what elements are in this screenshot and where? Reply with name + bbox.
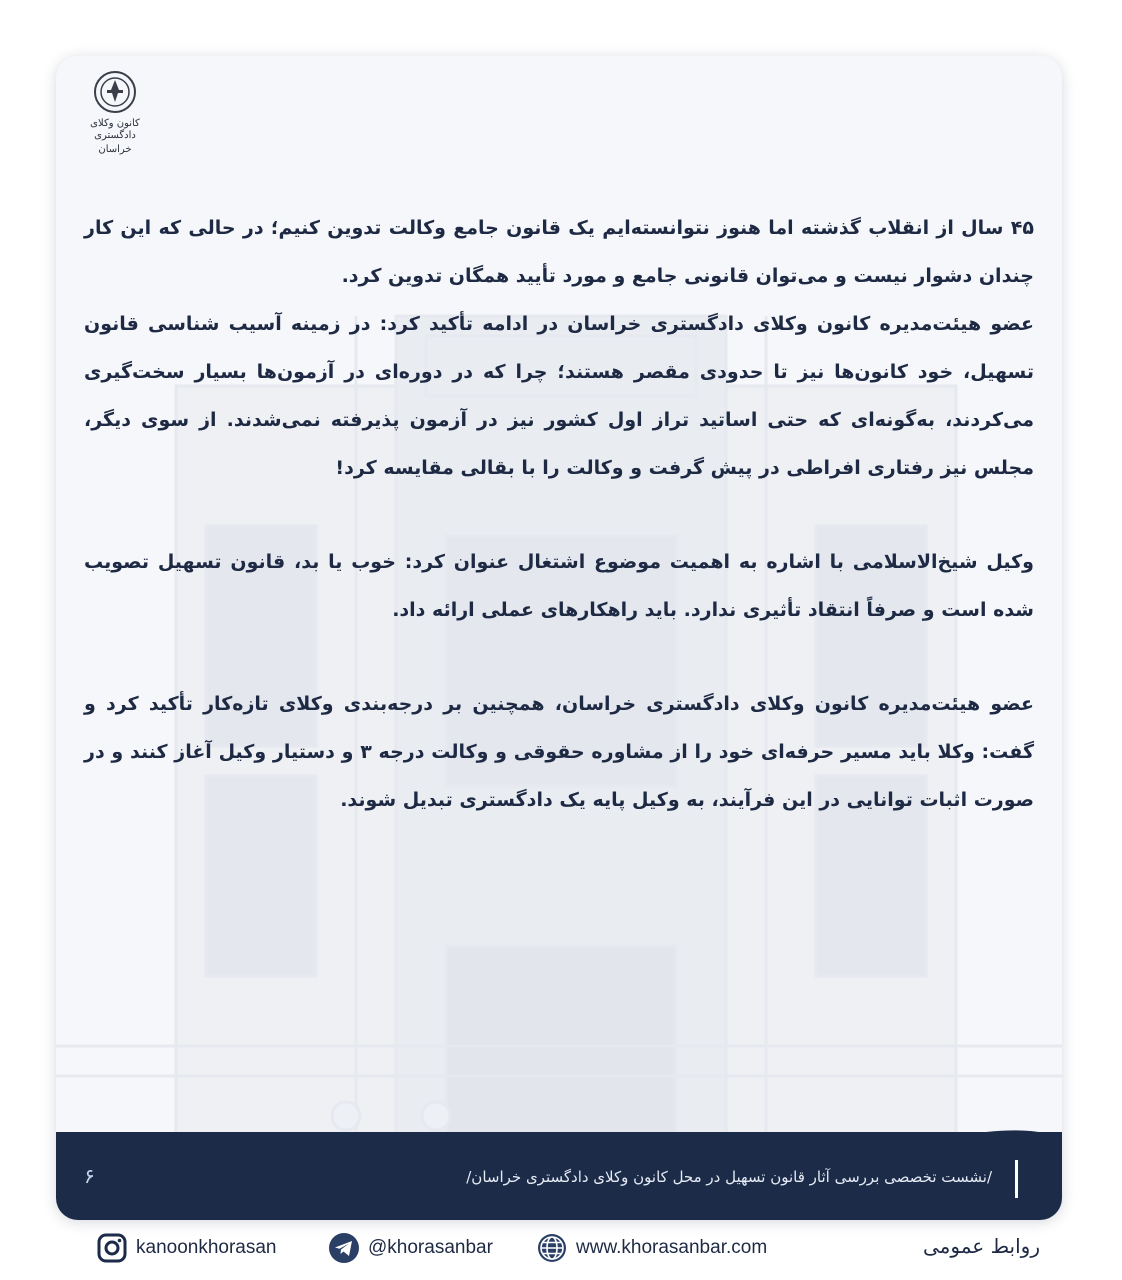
instagram-icon [96, 1232, 128, 1264]
telegram-link[interactable] [328, 1232, 493, 1264]
logo-caption-city: خراسان [98, 144, 132, 155]
instagram-link[interactable] [96, 1232, 277, 1264]
footer-divider [1015, 1160, 1018, 1198]
page-number: ۶ [84, 1164, 95, 1188]
logo-caption-name: کانون وکلای دادگستری [90, 118, 140, 141]
website-link[interactable] [536, 1232, 767, 1264]
emblem-icon [93, 68, 137, 116]
contact-bar [0, 1226, 1122, 1270]
article-paragraph: وکیل شیخ‌الاسلامی با اشاره به اهمیت موضوع اشتغال عنوان کرد: خوب یا بد، قانون تسهیل تصویب شده است و صرفاً انتقاد تأثیری ندارد. باید راهکارهای عملی ارائه داد. [84, 551, 1034, 621]
instagram-handle: kanoonkhorasan [136, 1237, 277, 1258]
footer-caption: /نشست تخصصی بررسی آثار قانون تسهیل در محل کانون وکلای دادگستری خراسان/ [466, 1168, 992, 1186]
globe-icon [536, 1232, 568, 1264]
article-paragraph: عضو هیئت‌مدیره کانون وکلای دادگستری خراسان در ادامه تأکید کرد: در زمینه آسیب شناسی قانون تسهیل، خود کانون‌ها نیز تا حدودی مقصر هستند؛ چرا که در دوره‌ای در آزمون‌ها بسیار سخت‌گیری می‌کردند، به‌گونه‌ای که حتی اساتید تراز اول کشور نیز در آزمون پذیرفته نمی‌شدند. از سوی دیگر، مجلس نیز رفتاری افراطی در پیش گرفت و وکالت را با بقالی مقایسه کرد! [84, 313, 1034, 479]
page-card [56, 56, 1062, 1220]
article-paragraph: ۴۵ سال از انقلاب گذشته اما هنوز نتوانسته‌ایم یک قانون جامع وکالت تدوین کنیم؛ در حالی که این کار چندان دشوار نیست و می‌توان قانونی جامع و مورد تأیید همگان تدوین کرد. [84, 217, 1034, 287]
website-url: www.khorasanbar.com [576, 1237, 768, 1258]
telegram-handle: @khorasanbar [368, 1237, 493, 1258]
telegram-icon [328, 1232, 360, 1264]
bar-association-logo [80, 68, 150, 168]
article-paragraph: عضو هیئت‌مدیره کانون وکلای دادگستری خراسان، همچنین بر درجه‌بندی وکلای تازه‌کار تأکید کرد و گفت: وکلا باید مسیر حرفه‌ای خود را از مشاوره حقوقی و وکالت درجه ۳ و دستیار وکیل آغاز کنند و در صورت اثبات توانایی در این فرآیند، به وکیل پایه یک دادگستری تبدیل شوند. [84, 693, 1034, 811]
article-body [84, 204, 1034, 824]
public-relations-label: روابط عمومی [923, 1234, 1040, 1258]
